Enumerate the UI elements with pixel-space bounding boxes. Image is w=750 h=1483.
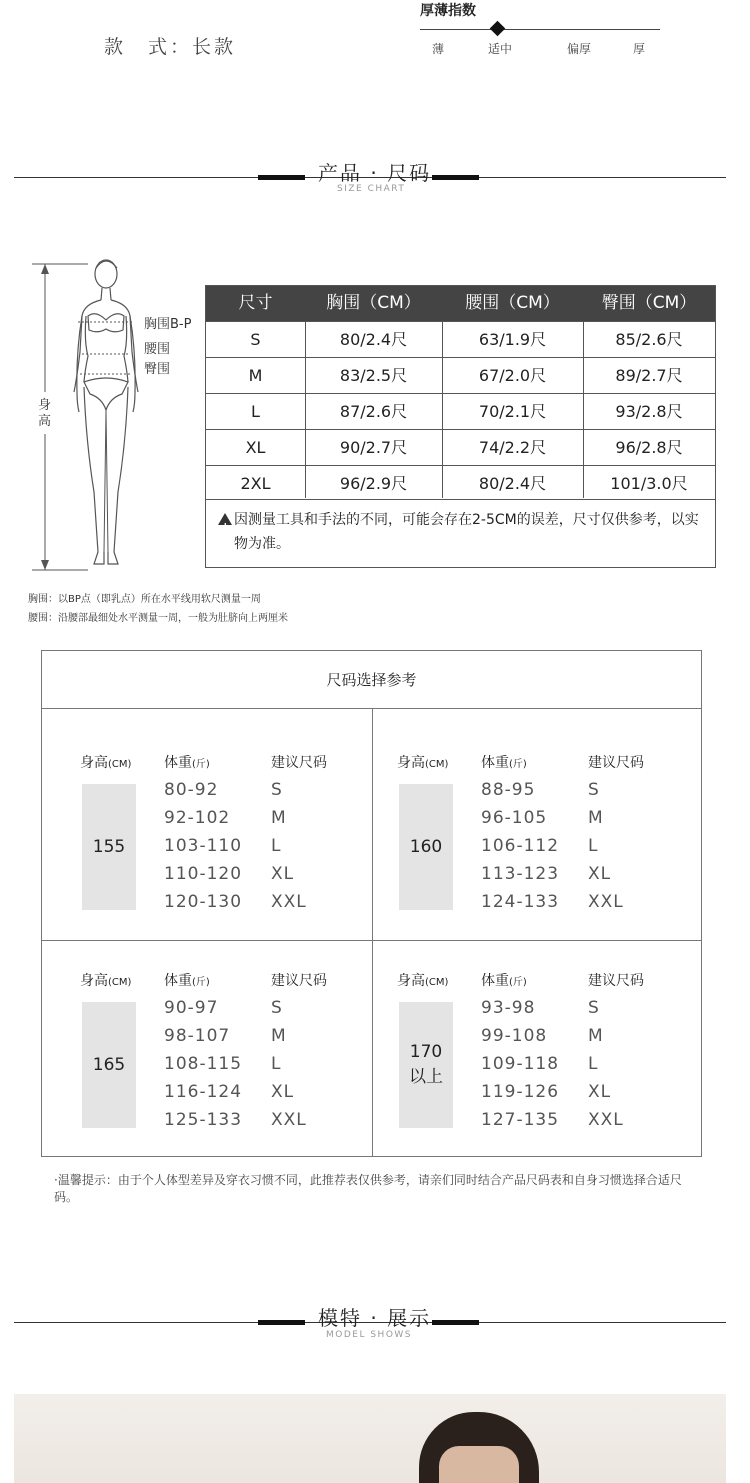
suggested-size: L — [271, 1054, 282, 1074]
col-height-header: 身高(CM) — [397, 973, 449, 989]
suggested-size: XL — [588, 1082, 612, 1102]
suggested-size: M — [271, 808, 287, 828]
cell-size: S — [250, 330, 261, 349]
suggested-size: XL — [271, 864, 295, 884]
column-divider — [442, 321, 443, 498]
cell-bust: 87/2.6尺 — [339, 402, 408, 421]
col-weight-header: 体重(斤) — [481, 755, 527, 771]
section-bar-right — [432, 1320, 479, 1325]
size-group-160 — [359, 710, 688, 940]
weight-range: 80-92 — [164, 780, 219, 800]
height-value: 165 — [82, 1002, 136, 1128]
warning-icon-mark: ! — [223, 522, 228, 531]
cell-size: M — [248, 366, 263, 385]
thickness-scale — [420, 29, 660, 30]
body-measurement-figure — [22, 252, 202, 582]
cell-size: L — [251, 402, 260, 421]
cell-hip: 85/2.6尺 — [615, 330, 683, 349]
weight-range: 103-110 — [164, 836, 243, 856]
section-bar-left — [258, 175, 305, 180]
section-title: 产品 · 尺码 — [318, 161, 432, 185]
weight-range: 113-123 — [481, 864, 560, 884]
cell-hip: 93/2.8尺 — [615, 402, 683, 421]
bust-footnote: 胸围：以BP点（即乳点）所在水平线用软尺测量一周 — [28, 594, 261, 605]
size-group-165 — [42, 928, 371, 1158]
weight-range: 99-108 — [481, 1026, 548, 1046]
section-bar-left — [258, 1320, 305, 1325]
column-divider — [583, 321, 584, 498]
weight-range: 109-118 — [481, 1054, 560, 1074]
thickness-option: 适中 — [488, 42, 513, 56]
col-size-header: 建议尺码 — [271, 755, 327, 771]
weight-range: 96-105 — [481, 808, 548, 828]
col-weight-header: 体重(斤) — [164, 973, 210, 989]
col-weight-header: 体重(斤) — [481, 973, 527, 989]
weight-range: 119-126 — [481, 1082, 560, 1102]
table-row — [206, 429, 715, 465]
size-reference-title: 尺码选择参考 — [42, 651, 701, 709]
col-height-header: 身高(CM) — [397, 755, 449, 771]
weight-range: 110-120 — [164, 864, 243, 884]
cell-bust: 80/2.4尺 — [339, 330, 408, 349]
header-bust: 胸围（CM） — [326, 293, 421, 313]
cell-waist: 67/2.0尺 — [478, 366, 547, 385]
height-label: 身 高 — [38, 398, 52, 429]
suggested-size: M — [271, 1026, 287, 1046]
cell-hip: 101/3.0尺 — [610, 474, 688, 493]
table-row — [206, 465, 715, 501]
weight-range: 125-133 — [164, 1110, 243, 1130]
suggested-size: L — [271, 836, 282, 856]
size-table — [205, 285, 716, 568]
waist-label: 腰围 — [144, 342, 171, 357]
measurement-note — [206, 499, 715, 567]
height-value: 155 — [82, 784, 136, 910]
cell-waist: 74/2.2尺 — [478, 438, 547, 457]
cell-hip: 89/2.7尺 — [615, 366, 683, 385]
waist-footnote: 腰围：沿腰部最细处水平测量一周，一般为肚脐向上两厘米 — [28, 613, 288, 624]
cell-hip: 96/2.8尺 — [615, 438, 683, 457]
weight-range: 98-107 — [164, 1026, 231, 1046]
thickness-option: 厚 — [633, 42, 646, 56]
model-photo — [14, 1394, 726, 1483]
suggested-size: L — [588, 1054, 599, 1074]
table-row — [206, 357, 715, 393]
suggested-size: XXL — [588, 1110, 624, 1130]
thickness-title: 厚薄指数 — [420, 3, 476, 19]
suggested-size: XL — [271, 1082, 295, 1102]
column-divider — [305, 321, 306, 498]
col-size-header: 建议尺码 — [588, 973, 644, 989]
table-row — [206, 393, 715, 429]
suggested-size: XXL — [271, 892, 307, 912]
section-subtitle: MODEL SHOWS — [326, 1330, 413, 1340]
suggested-size: S — [588, 998, 600, 1018]
cell-waist: 63/1.9尺 — [478, 330, 547, 349]
size-tip: ·温馨提示：由于个人体型差异及穿衣习惯不同，此推荐表仅供参考，请亲们同时结合产品尺码表和自身习惯选择合适尺码。 — [54, 1173, 682, 1204]
size-group-155 — [42, 710, 371, 940]
cell-bust: 90/2.7尺 — [339, 438, 408, 457]
col-height-header: 身高(CM) — [80, 973, 132, 989]
size-group-170 — [359, 928, 688, 1158]
thickness-option: 薄 — [432, 42, 445, 56]
weight-range: 90-97 — [164, 998, 219, 1018]
weight-range: 120-130 — [164, 892, 243, 912]
suggested-size: M — [588, 1026, 604, 1046]
thickness-option: 偏厚 — [567, 42, 592, 56]
col-height-header: 身高(CM) — [80, 755, 132, 771]
height-value: 170 以上 — [399, 1002, 453, 1128]
section-bar-right — [432, 175, 479, 180]
style-label: 款 式：长款 — [104, 36, 237, 58]
suggested-size: M — [588, 808, 604, 828]
cell-bust: 96/2.9尺 — [339, 474, 408, 493]
cell-size: 2XL — [240, 474, 271, 493]
thickness-marker — [490, 21, 506, 37]
bust-label: 胸围B-P — [144, 317, 192, 332]
suggested-size: S — [271, 780, 283, 800]
cell-size: XL — [245, 438, 266, 457]
suggested-size: XL — [588, 864, 612, 884]
height-value: 160 — [399, 784, 453, 910]
col-weight-header: 体重(斤) — [164, 755, 210, 771]
section-title: 模特 · 展示 — [318, 1306, 432, 1330]
header-size: 尺寸 — [238, 293, 273, 313]
col-size-header: 建议尺码 — [588, 755, 644, 771]
weight-range: 106-112 — [481, 836, 560, 856]
weight-range: 88-95 — [481, 780, 536, 800]
weight-range: 108-115 — [164, 1054, 243, 1074]
size-reference-box — [41, 650, 702, 1157]
suggested-size: S — [271, 998, 283, 1018]
cell-bust: 83/2.5尺 — [339, 366, 408, 385]
suggested-size: XXL — [588, 892, 624, 912]
model-face — [439, 1446, 519, 1483]
weight-range: 92-102 — [164, 808, 231, 828]
weight-range: 127-135 — [481, 1110, 560, 1130]
header-hip: 臀围（CM） — [601, 293, 697, 313]
col-size-header: 建议尺码 — [271, 973, 327, 989]
section-subtitle: SIZE CHART — [337, 184, 406, 194]
suggested-size: XXL — [271, 1110, 307, 1130]
cell-waist: 80/2.4尺 — [478, 474, 547, 493]
weight-range: 93-98 — [481, 998, 536, 1018]
hip-label: 臀围 — [144, 362, 171, 377]
cell-waist: 70/2.1尺 — [478, 402, 547, 421]
size-table-header — [206, 286, 715, 321]
weight-range: 116-124 — [164, 1082, 243, 1102]
suggested-size: S — [588, 780, 600, 800]
header-waist: 腰围（CM） — [465, 293, 560, 313]
measurement-note-text: 因测量工具和手法的不同，可能会存在2-5CM的误差，尺寸仅供参考，以实物为准。 — [234, 512, 699, 552]
suggested-size: L — [588, 836, 599, 856]
weight-range: 124-133 — [481, 892, 560, 912]
table-row — [206, 321, 715, 357]
